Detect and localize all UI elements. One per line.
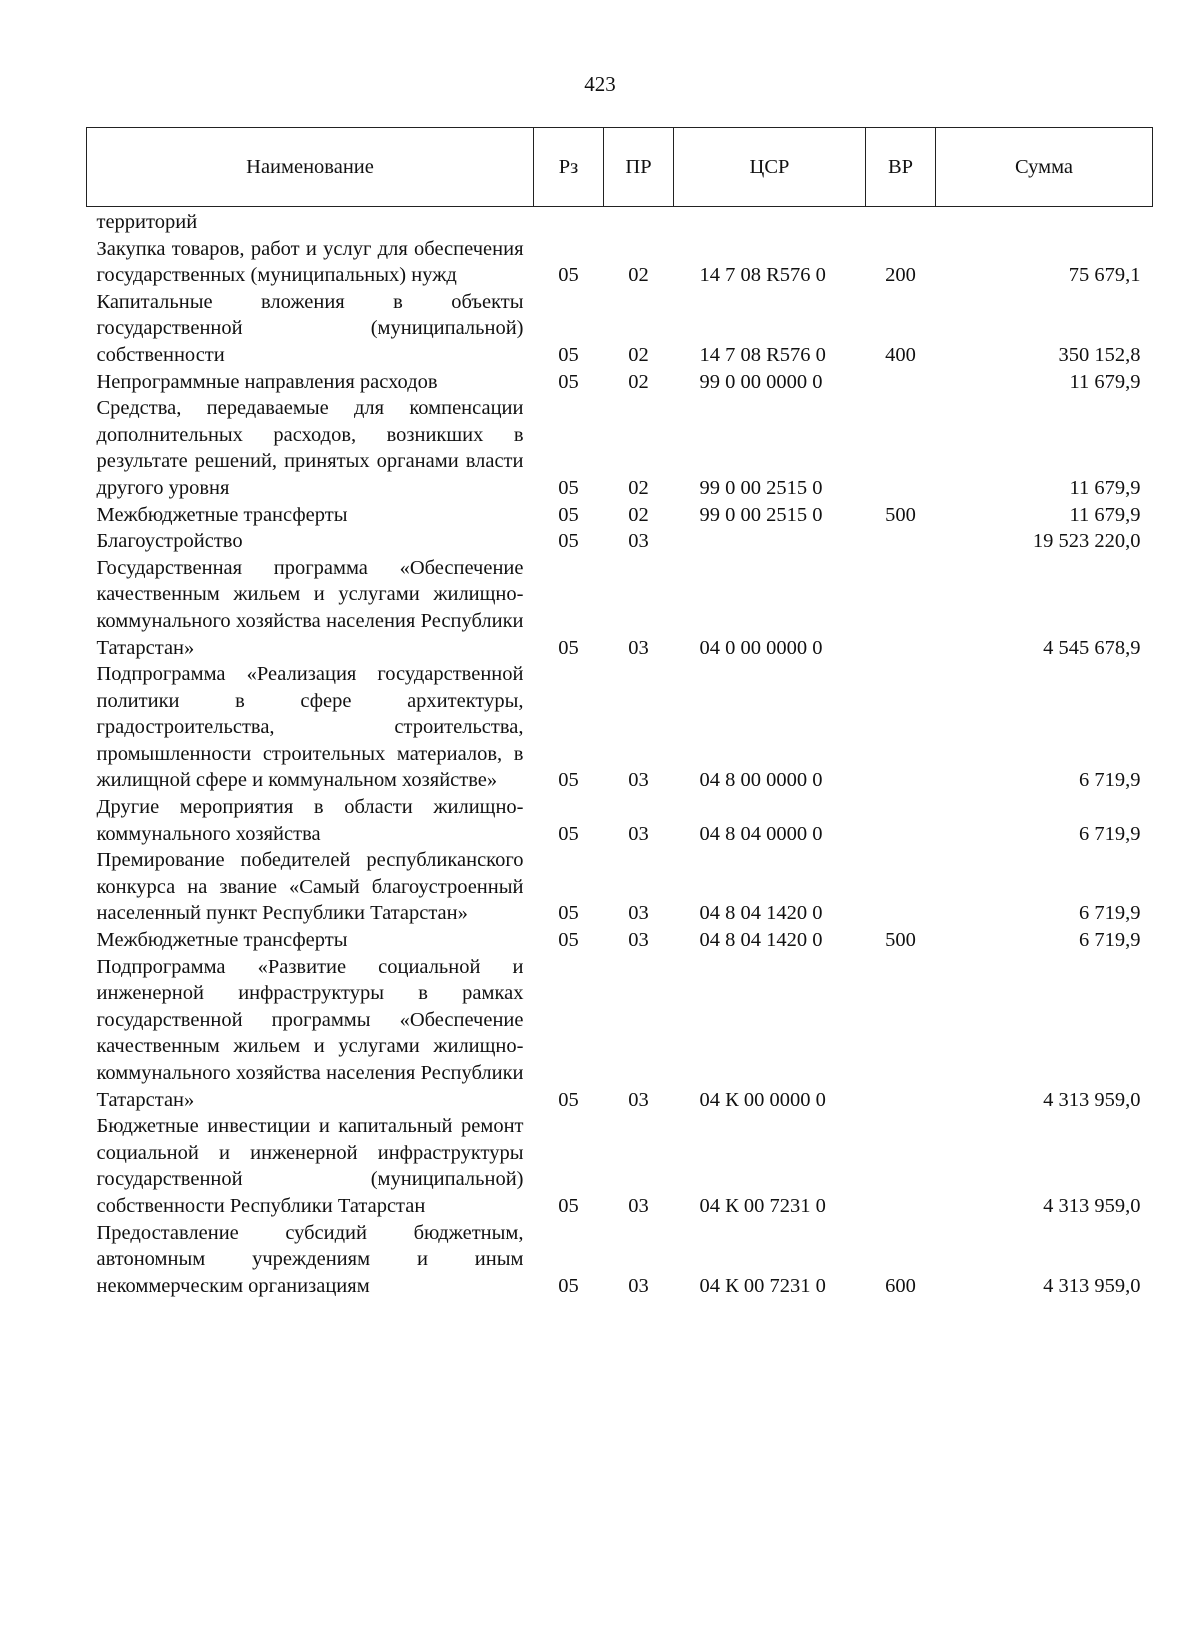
cell-rz: 05 [558, 1194, 579, 1217]
cell-vr: 600 [885, 1274, 916, 1297]
cell-rz: 05 [558, 503, 579, 526]
cell-rz [534, 207, 604, 236]
cell-vr [866, 528, 936, 555]
cell-csr [674, 528, 866, 555]
header-sum: Сумма [936, 128, 1153, 207]
cell-pr: 02 [628, 476, 649, 499]
cell-csr: 04 0 00 0000 0 [699, 636, 823, 659]
cell-name: Предоставление субсидий бюджетным, автономным учреждениям и иным некоммерческим организациям [96, 1221, 524, 1297]
table-row [87, 207, 1153, 236]
cell-name: Непрограммные направления расходов [96, 370, 438, 393]
cell-sum: 6 719,9 [1079, 929, 1141, 952]
header-csr: ЦСР [674, 128, 866, 207]
cell-vr: 500 [885, 929, 916, 952]
cell-pr: 03 [628, 636, 649, 659]
cell-rz: 05 [558, 343, 579, 366]
cell-name: Благоустройство [96, 530, 243, 553]
cell-sum [936, 207, 1153, 236]
cell-rz: 05 [558, 530, 579, 553]
cell-sum: 4 313 959,0 [1043, 1194, 1141, 1217]
cell-sum: 6 719,9 [1079, 769, 1141, 792]
cell-name: Средства, передаваемые для компенсации дополнительных расходов, возникших в результате решений, принятых органами власти другого уровня [96, 397, 524, 499]
cell-rz: 05 [558, 902, 579, 925]
cell-sum: 75 679,1 [1068, 264, 1141, 287]
table-row [87, 555, 1153, 661]
cell-pr: 03 [628, 1194, 649, 1217]
cell-vr: 500 [885, 503, 916, 526]
table-row [87, 1220, 1153, 1300]
cell-name: Подпрограмма «Реализация государственной политики в сфере архитектуры, градостроительства, строительства, промышленности строительных материалов, в жилищной сфере и коммунальном хозяйстве» [96, 663, 524, 792]
cell-pr: 03 [628, 929, 649, 952]
cell-vr [866, 395, 936, 501]
header-rz: Рз [534, 128, 604, 207]
table-row [87, 661, 1153, 794]
table-row [87, 502, 1153, 529]
cell-vr [866, 555, 936, 661]
cell-csr: 14 7 08 R576 0 [699, 264, 826, 287]
cell-csr: 99 0 00 0000 0 [699, 370, 823, 393]
cell-pr: 02 [628, 503, 649, 526]
table-row [87, 927, 1153, 954]
table-row [87, 289, 1153, 369]
cell-csr: 14 7 08 R576 0 [699, 343, 826, 366]
cell-pr: 03 [628, 1274, 649, 1297]
cell-csr: 04 8 00 0000 0 [699, 769, 823, 792]
cell-name: Государственная программа «Обеспечение качественным жильем и услугами жилищно-коммунального хозяйства населения Республики Татарстан» [96, 556, 524, 659]
cell-sum: 11 679,9 [1069, 370, 1141, 393]
cell-sum: 350 152,8 [1058, 343, 1141, 366]
table-row [87, 369, 1153, 396]
cell-pr: 02 [628, 343, 649, 366]
cell-sum: 4 313 959,0 [1043, 1274, 1141, 1297]
cell-pr: 03 [628, 1088, 649, 1111]
table-header [87, 128, 1153, 207]
cell-vr [866, 954, 936, 1114]
table-row [87, 847, 1153, 927]
table-row [87, 528, 1153, 555]
header-pr: ПР [604, 128, 674, 207]
cell-rz: 05 [558, 769, 579, 792]
cell-sum: 11 679,9 [1069, 476, 1141, 499]
cell-rz: 05 [558, 264, 579, 287]
cell-sum: 4 545 678,9 [1043, 636, 1141, 659]
cell-name: Другие мероприятия в области жилищно-коммунального хозяйства [96, 796, 524, 845]
table-row [87, 794, 1153, 847]
cell-name: Капитальные вложения в объекты государственной (муниципальной) собственности [96, 290, 524, 366]
cell-csr: 04 8 04 0000 0 [699, 822, 823, 845]
cell-name: Межбюджетные трансферты [96, 929, 348, 952]
cell-rz: 05 [558, 476, 579, 499]
cell-sum: 6 719,9 [1079, 902, 1141, 925]
cell-pr [604, 207, 674, 236]
table-row [87, 395, 1153, 501]
cell-rz: 05 [558, 929, 579, 952]
cell-vr: 200 [885, 264, 916, 287]
cell-sum: 4 313 959,0 [1043, 1088, 1141, 1111]
cell-pr: 03 [628, 530, 649, 553]
cell-csr: 99 0 00 2515 0 [699, 503, 823, 526]
cell-vr [866, 847, 936, 927]
cell-vr: 400 [885, 343, 916, 366]
cell-vr [866, 369, 936, 396]
cell-csr: 99 0 00 2515 0 [699, 476, 823, 499]
cell-vr [866, 661, 936, 794]
cell-sum: 11 679,9 [1069, 503, 1141, 526]
cell-name: Бюджетные инвестиции и капитальный ремонт социальной и инженерной инфраструктуры государственной (муниципальной) собственности Республики Татарстан [96, 1115, 524, 1217]
cell-pr: 02 [628, 264, 649, 287]
page-number: 423 [584, 72, 616, 96]
cell-csr [674, 207, 866, 236]
cell-rz: 05 [558, 1088, 579, 1111]
cell-sum: 19 523 220,0 [1032, 530, 1141, 553]
budget-table [86, 127, 1153, 1299]
cell-csr: 04 К 00 7231 0 [699, 1274, 826, 1297]
cell-csr: 04 8 04 1420 0 [699, 929, 823, 952]
cell-pr: 03 [628, 902, 649, 925]
cell-name: Закупка товаров, работ и услуг для обеспечения государственных (муниципальных) нужд [96, 237, 524, 287]
cell-vr [866, 207, 936, 236]
cell-pr: 03 [628, 769, 649, 792]
header-name: Наименование [87, 128, 534, 207]
header-vr: ВР [866, 128, 936, 207]
cell-rz: 05 [558, 636, 579, 659]
cell-pr: 03 [628, 822, 649, 845]
cell-rz: 05 [558, 370, 579, 393]
cell-rz: 05 [558, 822, 579, 845]
cell-pr: 02 [628, 370, 649, 393]
cell-name: Премирование победителей республиканского конкурса на звание «Самый благоустроенный населенный пункт Республики Татарстан» [96, 849, 524, 925]
cell-rz: 05 [558, 1274, 579, 1297]
table-row [87, 954, 1153, 1114]
table-body [87, 207, 1153, 1300]
cell-csr: 04 8 04 1420 0 [699, 902, 823, 925]
cell-name: территорий [96, 211, 198, 233]
cell-csr: 04 К 00 7231 0 [699, 1194, 826, 1217]
cell-vr [866, 1113, 936, 1219]
table-row [87, 236, 1153, 289]
table-row [87, 1113, 1153, 1219]
cell-sum: 6 719,9 [1079, 822, 1141, 845]
cell-name: Межбюджетные трансферты [96, 503, 348, 526]
cell-name: Подпрограмма «Развитие социальной и инженерной инфраструктуры в рамках государственной программы «Обеспечение качественным жильем и услугами жилищно-коммунального хозяйства населения Республики Татарстан» [96, 955, 524, 1111]
cell-vr [866, 794, 936, 847]
cell-csr: 04 К 00 0000 0 [699, 1088, 826, 1111]
